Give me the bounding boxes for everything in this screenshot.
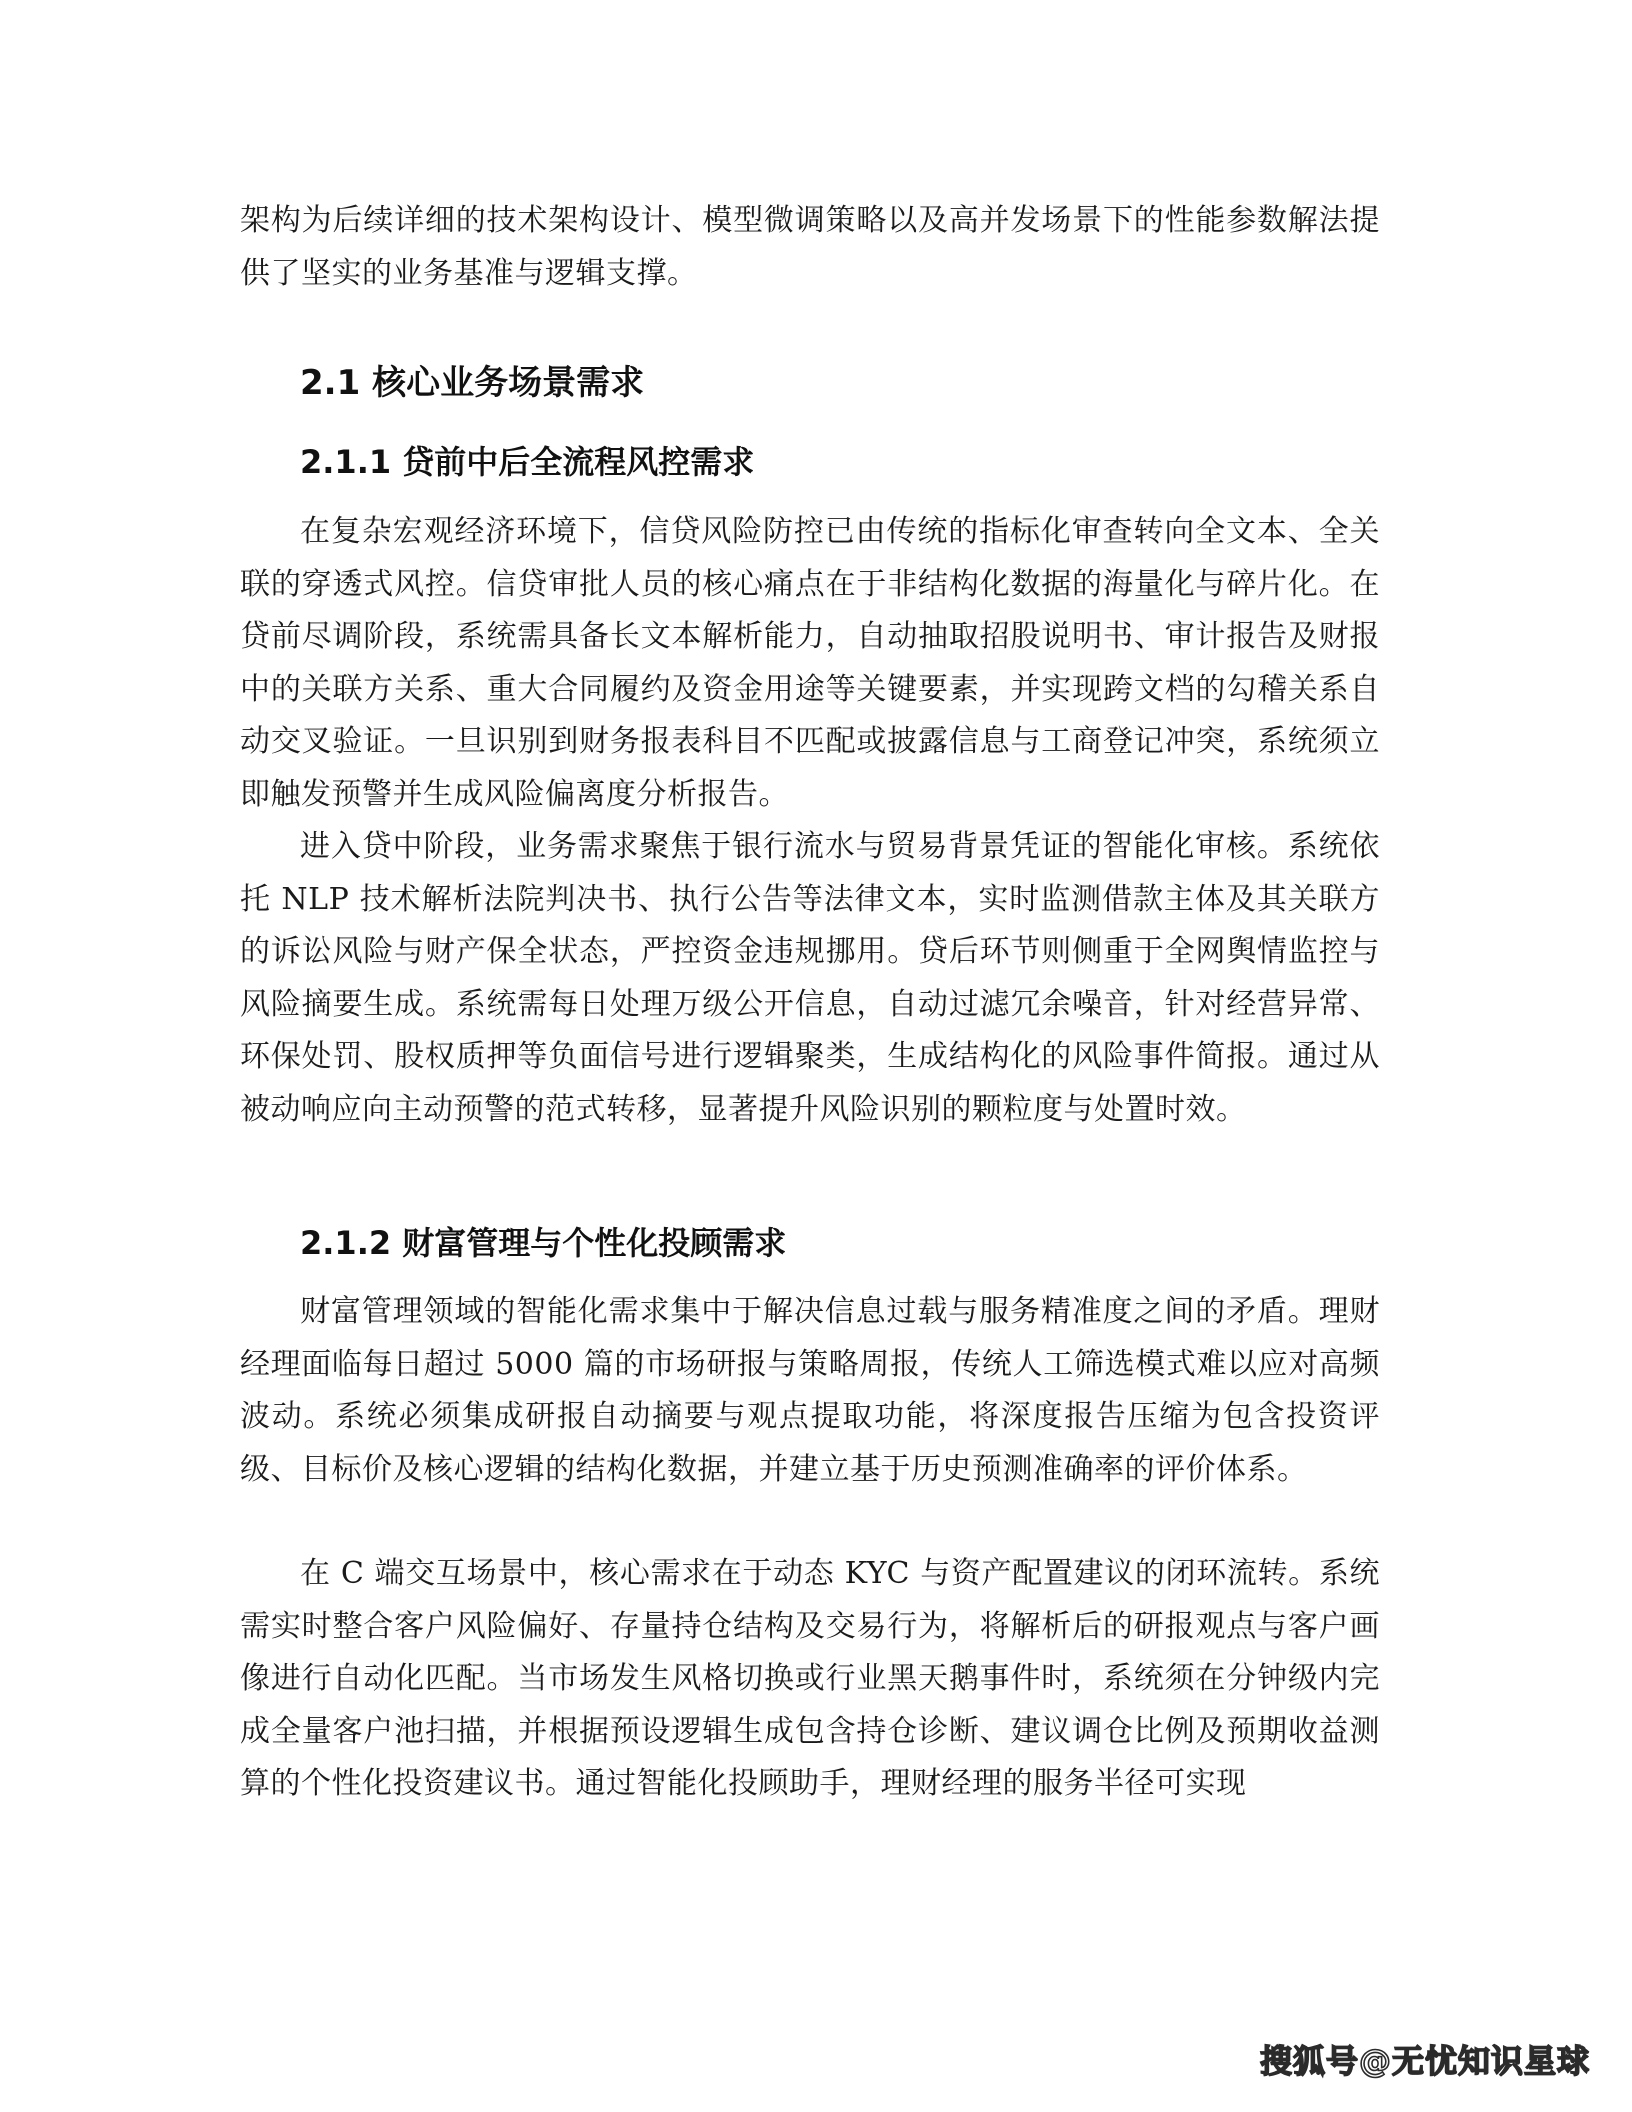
- paragraph-wealth-management-1: 财富管理领域的智能化需求集中于解决信息过载与服务精准度之间的矛盾。理财经理面临每日超过 5000 篇的市场研报与策略周报，传统人工筛选模式难以应对高频波动。系统必须集成研报自动摘要与观点提取功能，将深度报告压缩为包含投资评级、目标价及核心逻辑的结构化数据，并建立基于历史预测准确率的评价体系。: [240, 1294, 1380, 1487]
- paragraph-credit-risk-2: 进入贷中阶段，业务需求聚焦于银行流水与贸易背景凭证的智能化审核。系统依托 NLP 技术解析法院判决书、执行公告等法律文本，实时监测借款主体及其关联方的诉讼风险与财产保全状态，严控资金违规挪用。贷后环节则侧重于全网舆情监控与风险摘要生成。系统需每日处理万级公开信息，自动过滤冗余噪音，针对经营异常、环保处罚、股权质押等负面信号进行逻辑聚类，生成结构化的风险事件简报。通过从被动响应向主动预警的范式转移，显著提升风险识别的颗粒度与处置时效。: [240, 829, 1380, 1127]
- intro-paragraph: 架构为后续详细的技术架构设计、模型微调策略以及高并发场景下的性能参数解法提供了坚实的业务基准与逻辑支撑。: [240, 203, 1380, 291]
- section-heading-2-1-2: 2.1.2 财富管理与个性化投顾需求: [300, 1224, 787, 1262]
- paragraph-credit-risk-1: 在复杂宏观经济环境下，信贷风险防控已由传统的指标化审查转向全文本、全关联的穿透式风控。信贷审批人员的核心痛点在于非结构化数据的海量化与碎片化。在贷前尽调阶段，系统需具备长文本解析能力，自动抽取招股说明书、审计报告及财报中的关联方关系、重大合同履约及资金用途等关键要素，并实现跨文档的勾稽关系自动交叉验证。一旦识别到财务报表科目不匹配或披露信息与工商登记冲突，系统须立即触发预警并生成风险偏离度分析报告。: [240, 514, 1380, 812]
- section-heading-2-1: 2.1 核心业务场景需求: [300, 363, 645, 403]
- section-heading-2-1-1: 2.1.1 贷前中后全流程风控需求: [300, 443, 755, 481]
- paragraph-wealth-management-2: 在 C 端交互场景中，核心需求在于动态 KYC 与资产配置建议的闭环流转。系统需实时整合客户风险偏好、存量持仓结构及交易行为，将解析后的研报观点与客户画像进行自动化匹配。当市场发生风格切换或行业黑天鹅事件时，系统须在分钟级内完成全量客户池扫描，并根据预设逻辑生成包含持仓诊断、建议调仓比例及预期收益测算的个性化投资建议书。通过智能化投顾助手，理财经理的服务半径可实现: [240, 1556, 1380, 1801]
- watermark-text: 搜狐号@无忧知识星球: [1259, 2042, 1590, 2080]
